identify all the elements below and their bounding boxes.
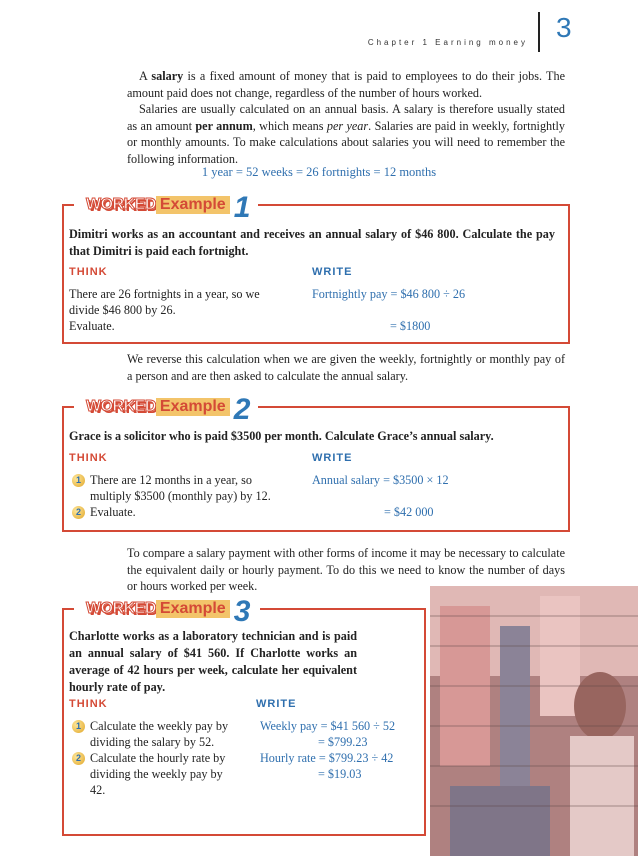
worked-example-2 bbox=[62, 393, 570, 532]
think-step: There are 26 fortnights in a year, so we divide $46 800 by 26. bbox=[69, 287, 260, 317]
worked-example-3 bbox=[62, 595, 426, 836]
think-steps bbox=[69, 718, 239, 798]
think-heading: THINK bbox=[69, 266, 108, 278]
example-number: 3 bbox=[233, 595, 251, 628]
write-heading: WRITE bbox=[256, 698, 297, 710]
page-header bbox=[0, 8, 638, 58]
example-question: Dimitri works as an accountant and receives an annual salary of $46 800. Calculate the pay that Dimitri is paid each fortnight. bbox=[69, 227, 555, 258]
write-heading: WRITE bbox=[312, 452, 353, 464]
worked-example-banner bbox=[82, 191, 254, 224]
transition-text-2: To compare a salary payment with other forms of income it may be necessary to calculate the equivalent daily or hourly payment. To do this we need to know the number of days or hours worked per week. bbox=[127, 546, 565, 593]
think-step: 2 Calculate the hourly rate by dividing the weekly pay by 42. bbox=[69, 750, 239, 798]
write-line: Hourly rate = $799.23 ÷ 42 bbox=[260, 751, 394, 765]
step-number-badge: 1 bbox=[72, 474, 85, 487]
worked-example-1 bbox=[62, 191, 570, 344]
banner-example: Example bbox=[156, 398, 230, 416]
write-line: Annual salary = $3500 × 12 bbox=[312, 473, 449, 487]
think-steps bbox=[69, 472, 289, 520]
think-step: Evaluate. bbox=[69, 319, 115, 333]
chapter-label: Chapter 1 Earning money bbox=[367, 38, 528, 47]
header-divider bbox=[538, 12, 540, 52]
example-number: 2 bbox=[233, 393, 251, 426]
example-question: Charlotte works as a laboratory technician and is paid an annual salary of $41 560. If Charlotte works an average of 42 hours per week, calculate her equivalent hourly rate of pay. bbox=[69, 629, 357, 694]
term-per-annum: per annum bbox=[195, 118, 253, 133]
worked-example-banner bbox=[82, 595, 254, 628]
think-heading: THINK bbox=[69, 452, 108, 464]
think-step: 1 There are 12 months in a year, so multiply $3500 (monthly pay) by 12. bbox=[69, 472, 289, 504]
page-number: 3 bbox=[556, 12, 572, 43]
write-heading: WRITE bbox=[312, 266, 353, 278]
think-step: 1 Calculate the weekly pay by dividing the salary by 52. bbox=[69, 718, 239, 750]
intro-paragraph-1: A salary is a fixed amount of money that is paid to employees to do their jobs. The amount paid does not change, regardless of the number of hours worked. bbox=[127, 69, 565, 100]
intro-text bbox=[127, 68, 565, 167]
write-line: = $1800 bbox=[390, 319, 431, 333]
example-number: 1 bbox=[233, 191, 251, 224]
write-line: = $799.23 bbox=[318, 735, 368, 749]
write-line: Weekly pay = $41 560 ÷ 52 bbox=[260, 719, 396, 733]
think-heading: THINK bbox=[69, 698, 108, 710]
think-step: 2 Evaluate. bbox=[69, 504, 289, 520]
banner-worked: WORKED bbox=[86, 196, 156, 213]
banner-worked: WORKED bbox=[86, 398, 156, 415]
transition-text-1: We reverse this calculation when we are given the weekly, fortnightly or monthly pay of a person and are then asked to calculate the annual salary. bbox=[127, 352, 565, 383]
step-number-badge: 1 bbox=[72, 720, 85, 733]
term-salary: salary bbox=[151, 69, 184, 83]
step-number-badge: 2 bbox=[72, 506, 85, 519]
step-number-badge: 2 bbox=[72, 752, 85, 765]
intro-paragraph-2: Salaries are usually calculated on an annual basis. A salary is therefore usually stated as an amount per annum, which means per year. Salaries are paid in weekly, fortnightly or monthly amounts. To make calculations about salaries you will need to remember the following information. bbox=[127, 102, 565, 166]
write-line: = $42 000 bbox=[384, 505, 434, 519]
banner-example: Example bbox=[156, 600, 230, 618]
laboratory-photo bbox=[430, 586, 638, 856]
time-equivalence-formula: 1 year = 52 weeks = 26 fortnights = 12 months bbox=[201, 165, 437, 179]
example-question: Grace is a solicitor who is paid $3500 per month. Calculate Grace’s annual salary. bbox=[69, 429, 494, 443]
think-steps bbox=[69, 286, 279, 334]
banner-example: Example bbox=[156, 196, 230, 214]
banner-worked: WORKED bbox=[86, 600, 156, 617]
write-line: Fortnightly pay = $46 800 ÷ 26 bbox=[312, 287, 466, 301]
worked-example-banner bbox=[82, 393, 254, 426]
write-line: = $19.03 bbox=[318, 767, 362, 781]
